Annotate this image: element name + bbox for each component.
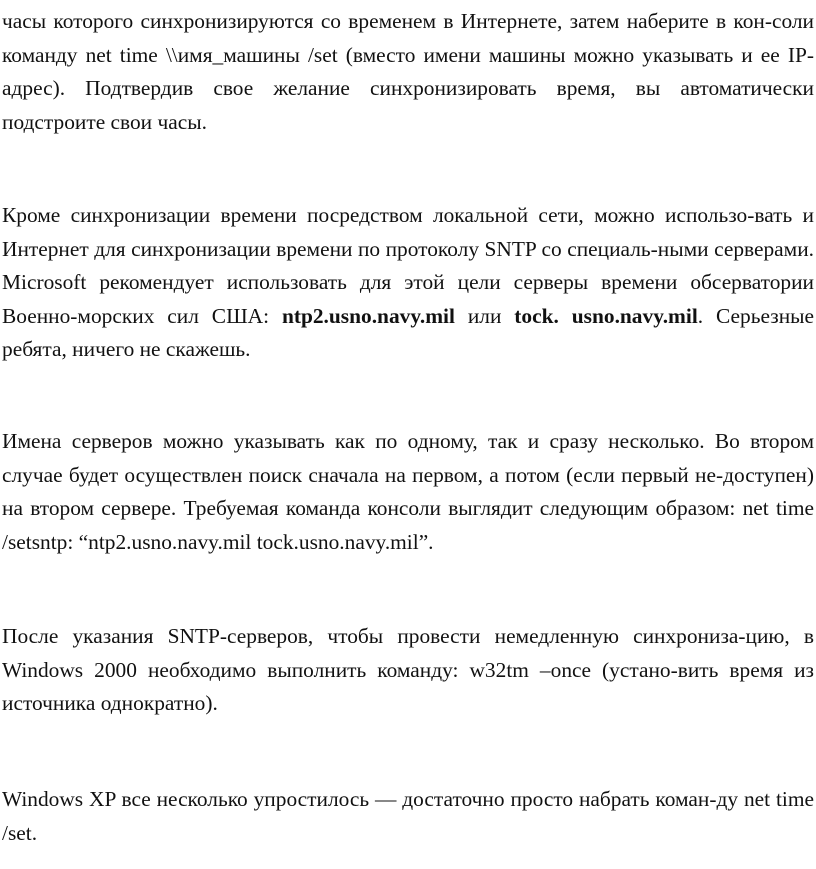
server-name-tock: tock. usno.navy.mil (514, 303, 698, 328)
paragraph-sntp-servers (2, 199, 814, 367)
paragraph-text: Windows XP все несколько упростилось — достаточно просто набрать коман-ду net time /set. (2, 787, 814, 845)
paragraph-text-before: Кроме синхронизации времени посредством локальной сети, можно использо-вать и Интернет для синхронизации времени по протоколу SNTP со специаль-ными серверами. Microsoft рекомендует использовать для этой цели серверы времени обсерватории Военно-морских сил США: (2, 203, 814, 328)
paragraph-text: Имена серверов можно указывать как по одному, так и сразу несколько. Во втором случае будет осуществлен поиск сначала на первом, а потом (если первый не-доступен) на втором сервере. Требуемая команда консоли выглядит следующим образом: net time /setsntp: “ntp2.usno.navy.mil tock.usno.navy.mil”. (2, 429, 814, 554)
paragraph-time-sync-command (2, 5, 814, 139)
paragraph-text-after: . Серьезные ребята, ничего не скажешь. (2, 303, 815, 362)
paragraph-text: После указания SNTP-серверов, чтобы провести немедленную синхрониза-цию, в Windows 2000 необходимо выполнить команду: w32tm –once (устано-вить время из источника однократно). (2, 624, 814, 716)
paragraph-server-names (2, 425, 814, 559)
server-name-ntp2: ntp2.usno.navy.mil (281, 303, 455, 328)
paragraph-text-middle: или (454, 303, 515, 328)
paragraph-windows-xp (2, 783, 814, 850)
paragraph-text: часы которого синхронизируются со временем в Интернете, затем наберите в кон-соли команду net time \\имя_машины /set (вместо имени машины можно указывать и ее IP-адрес). Подтвердив свое желание синхронизировать время, вы автоматически подстроите свои часы. (2, 9, 814, 134)
paragraph-w32tm (2, 620, 814, 721)
